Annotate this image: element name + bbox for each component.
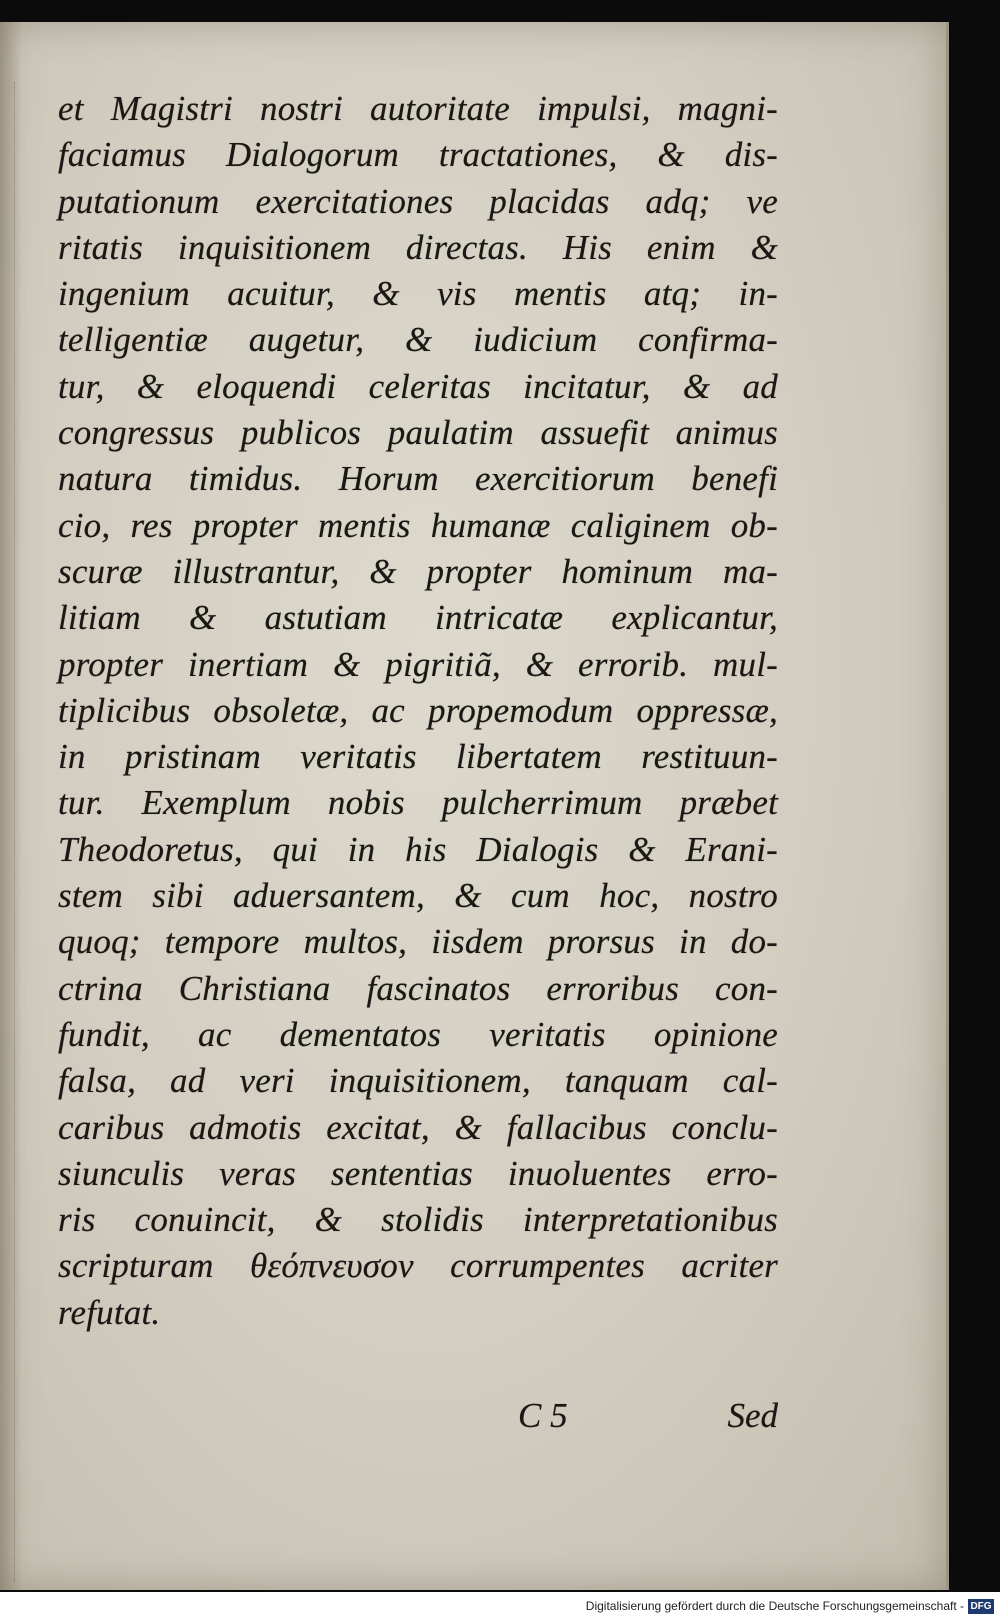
text-line: litiam & astutiam intricatæ explicantur, bbox=[58, 598, 778, 638]
body-text bbox=[58, 86, 778, 1336]
text-line: fundit, ac dementatos veritatis opinione bbox=[58, 1014, 778, 1054]
credit-bar bbox=[0, 1592, 1000, 1622]
text-line: ris conuincit, & stolidis interpretationibus bbox=[58, 1200, 778, 1240]
text-line: putationum exercitationes placidas adq; ve bbox=[58, 181, 778, 221]
text-line: et Magistri nostri autoritate impulsi, magni- bbox=[58, 89, 778, 128]
text-line: in pristinam veritatis libertatem restituun- bbox=[58, 737, 778, 777]
text-line: caribus admotis excitat, & fallacibus conclu- bbox=[58, 1107, 778, 1147]
text-line: scuræ illustrantur, & propter hominum ma- bbox=[58, 551, 778, 591]
text-line: quoq; tempore multos, iisdem prorsus in do- bbox=[58, 922, 778, 962]
dfg-logo: DFG bbox=[968, 1599, 994, 1614]
text-line: Theodoretus, qui in his Dialogis & Erani- bbox=[58, 829, 778, 869]
text-line: ritatis inquisitionem directas. His enim & bbox=[58, 227, 778, 267]
text-line: telligentiæ augetur, & iudicium confirma- bbox=[58, 320, 778, 360]
text-line: propter inertiam & pigritiã, & errorib. mul- bbox=[58, 644, 778, 684]
text-line: cio, res propter mentis humanæ caliginem ob- bbox=[58, 505, 778, 545]
page-footer bbox=[58, 1396, 778, 1446]
catchword: Sed bbox=[727, 1396, 778, 1435]
text-line: ingenium acuitur, & vis mentis atq; in- bbox=[58, 274, 778, 314]
text-line: natura timidus. Horum exercitiorum benefi bbox=[58, 459, 778, 499]
text-line: stem sibi aduersantem, & cum hoc, nostro bbox=[58, 876, 778, 916]
text-line: tiplicibus obsoletæ, ac propemodum oppressæ, bbox=[58, 690, 778, 730]
text-line: tur. Exemplum nobis pulcherrimum præbet bbox=[58, 783, 778, 823]
text-line-final: refutat. bbox=[58, 1292, 161, 1332]
credit-text: Digitalisierung gefördert durch die Deutsche Forschungsgemeinschaft - bbox=[585, 1599, 964, 1613]
signature-mark: C 5 bbox=[518, 1396, 568, 1435]
text-line: siunculis veras sententias inuoluentes erro- bbox=[58, 1153, 778, 1193]
text-line: faciamus Dialogorum tractationes, & dis- bbox=[58, 135, 778, 175]
book-page bbox=[0, 22, 949, 1590]
text-line: falsa, ad veri inquisitionem, tanquam cal- bbox=[58, 1061, 778, 1101]
text-line: ctrina Christiana fascinatos erroribus con- bbox=[58, 968, 778, 1008]
gutter-shadow bbox=[14, 82, 23, 1582]
text-line: congressus publicos paulatim assuefit animus bbox=[58, 413, 778, 453]
text-line: scripturam θεόπνευσον corrumpentes acriter bbox=[58, 1246, 778, 1286]
text-line: tur, & eloquendi celeritas incitatur, & ad bbox=[58, 366, 778, 406]
